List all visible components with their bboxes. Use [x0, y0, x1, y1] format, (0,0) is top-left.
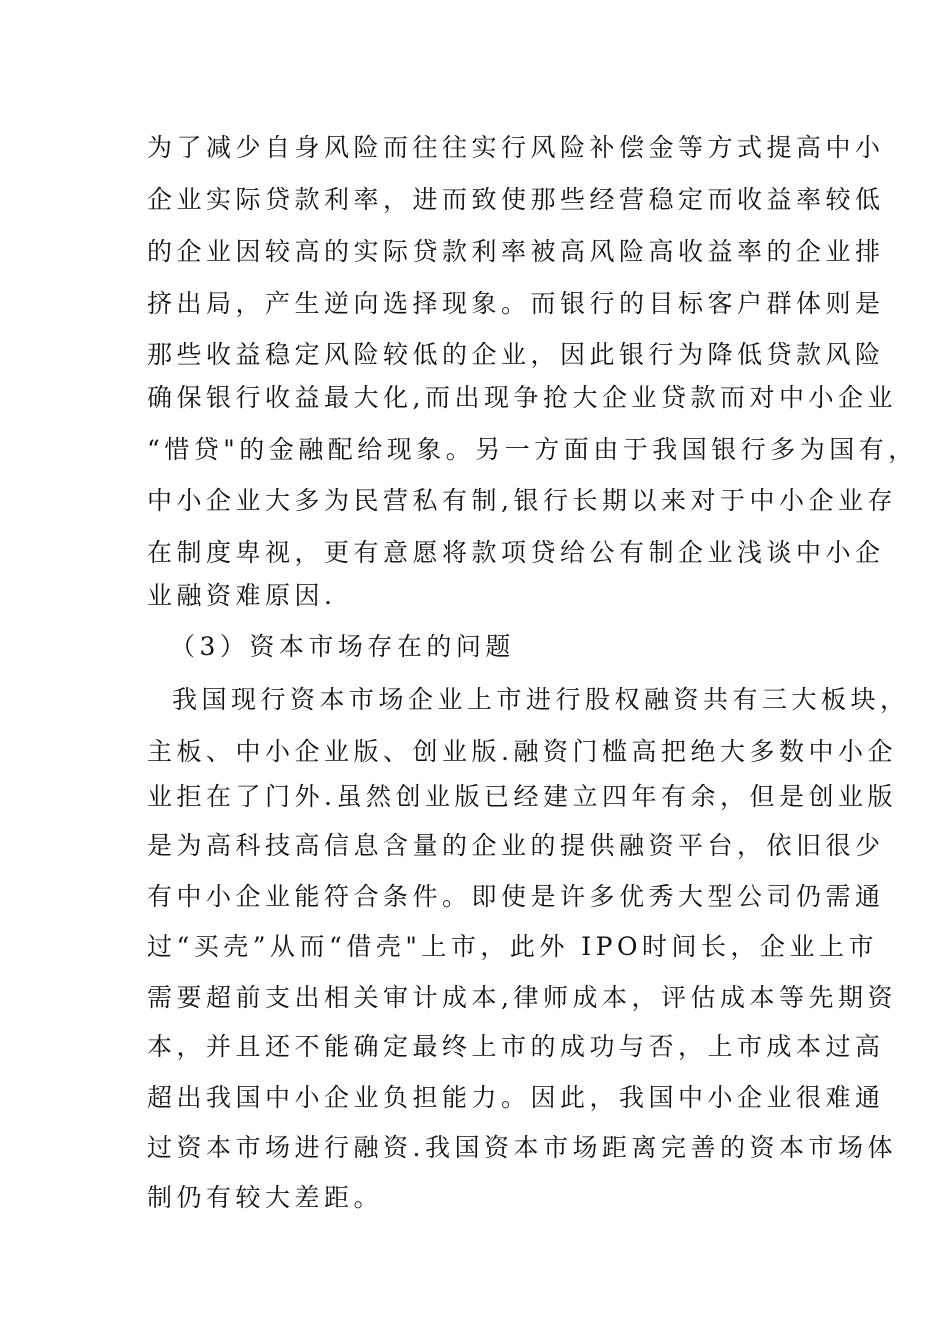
- text-line: “惜贷"的金融配给现象。另一方面由于我国银行多为国有，: [147, 435, 918, 464]
- text-line: 为了减少自身风险而往往实行风险补偿金等方式提高中小: [147, 133, 885, 162]
- text-line: 确保银行收益最大化,而出现争抢大企业贷款而对中小企业: [147, 383, 897, 412]
- text-line: 挤出局，产生逆向选择现象。而银行的目标客户群体则是: [147, 289, 885, 318]
- text-line: 中小企业大多为民营私有制,银行长期以来对于中小企业存: [147, 486, 897, 515]
- text-line: 有中小企业能符合条件。即使是许多优秀大型公司仍需通: [147, 882, 885, 911]
- text-line: 我国现行资本市场企业上市进行股权融资共有三大板块，: [172, 685, 910, 714]
- text-line: 业融资难原因.: [147, 581, 337, 610]
- text-line: 本，并且还不能确定最终上市的成功与否，上市成本过高: [147, 1032, 885, 1061]
- text-line: 业拒在了门外.虽然创业版已经建立四年有余，但是创业版: [147, 782, 897, 811]
- text-line: 的企业因较高的实际贷款利率被高风险高收益率的企业排: [147, 237, 885, 266]
- text-line: 超出我国中小企业负担能力。因此，我国中小企业很难通: [147, 1083, 885, 1112]
- text-line: 过“买壳”从而“借壳"上市，此外 IPO时间长，企业上市: [147, 932, 878, 961]
- text-line: 企业实际贷款利率，进而致使那些经营稳定而收益率较低: [147, 185, 885, 214]
- text-line: 是为高科技高信息含量的企业的提供融资平台，依旧很少: [147, 831, 885, 860]
- text-line: 那些收益稳定风险较低的企业，因此银行为降低贷款风险: [147, 340, 885, 369]
- text-line: 主板、中小企业版、创业版.融资门槛高把绝大多数中小企: [147, 737, 897, 766]
- text-line: 在制度卑视，更有意愿将款项贷给公有制企业浅谈中小企: [147, 538, 885, 567]
- text-line: 过资本市场进行融资.我国资本市场距离完善的资本市场体: [147, 1133, 897, 1162]
- section-heading: （3）资本市场存在的问题: [170, 632, 515, 661]
- text-line: 制仍有较大差距。: [147, 1183, 384, 1212]
- text-line: 需要超前支出相关审计成本,律师成本，评估成本等先期资: [147, 983, 897, 1012]
